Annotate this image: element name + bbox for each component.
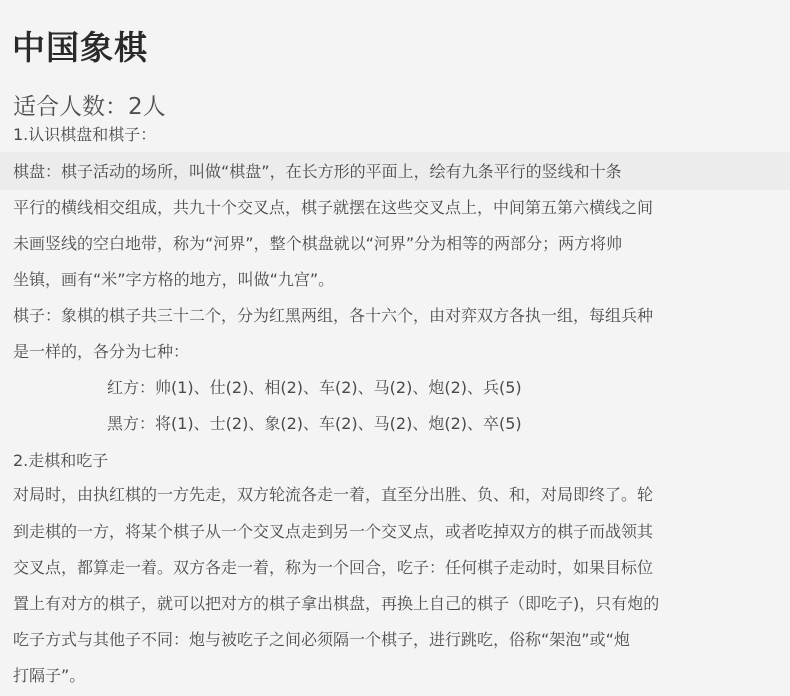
rules-line-1: 对局时，由执红棋的一方先走，双方轮流各走一着，直至分出胜、负、和，对局即终了。轮 — [13, 485, 654, 504]
black-pieces: 黑方：将(1)、士(2)、象(2)、车(2)、马(2)、炮(2)、卒(5) — [107, 414, 522, 433]
rules-line-3: 交叉点，都算走一着。双方各走一着，称为一个回合，吃子：任何棋子走动时，如果目标位 — [13, 558, 654, 577]
red-pieces: 红方：帅(1)、仕(2)、相(2)、车(2)、马(2)、炮(2)、兵(5) — [107, 378, 522, 397]
rules-line-4: 置上有对方的棋子，就可以把对方的棋子拿出棋盘，再换上自己的棋子（即吃子)，只有炮的 — [13, 594, 660, 613]
rules-line-2: 到走棋的一方，将某个棋子从一个交叉点走到另一个交叉点，或者吃掉双方的棋子而战领其 — [13, 522, 654, 541]
pieces-line-1: 棋子：象棋的棋子共三十二个，分为红黑两组，各十六个，由对弈双方各执一组，每组兵种 — [13, 306, 654, 325]
rules-line-5: 吃子方式与其他子不同：炮与被吃子之间必须隔一个棋子，进行跳吃，俗称“架泡”或“炮 — [13, 630, 630, 649]
board-line-4: 坐镇，画有“米”字方格的地方，叫做“九宫”。 — [13, 270, 335, 289]
players-count: 适合人数：2人 — [13, 94, 166, 120]
board-line-3: 未画竖线的空白地带，称为“河界”，整个棋盘就以“河界”分为相等的两部分；两方将帅 — [13, 234, 623, 253]
section1-heading: 1.认识棋盘和棋子： — [13, 125, 157, 144]
page-title: 中国象棋 — [12, 28, 148, 67]
pieces-line-2: 是一样的，各分为七种： — [13, 342, 190, 361]
rules-line-6: 打隔子”。 — [13, 666, 86, 685]
board-line-2: 平行的横线相交组成，共九十个交叉点，棋子就摆在这些交叉点上，中间第五第六横线之间 — [13, 198, 654, 217]
section2-heading: 2.走棋和吃子 — [13, 451, 109, 470]
board-line-1: 棋盘：棋子活动的场所，叫做“棋盘”，在长方形的平面上，绘有九条平行的竖线和十条 — [13, 162, 622, 181]
